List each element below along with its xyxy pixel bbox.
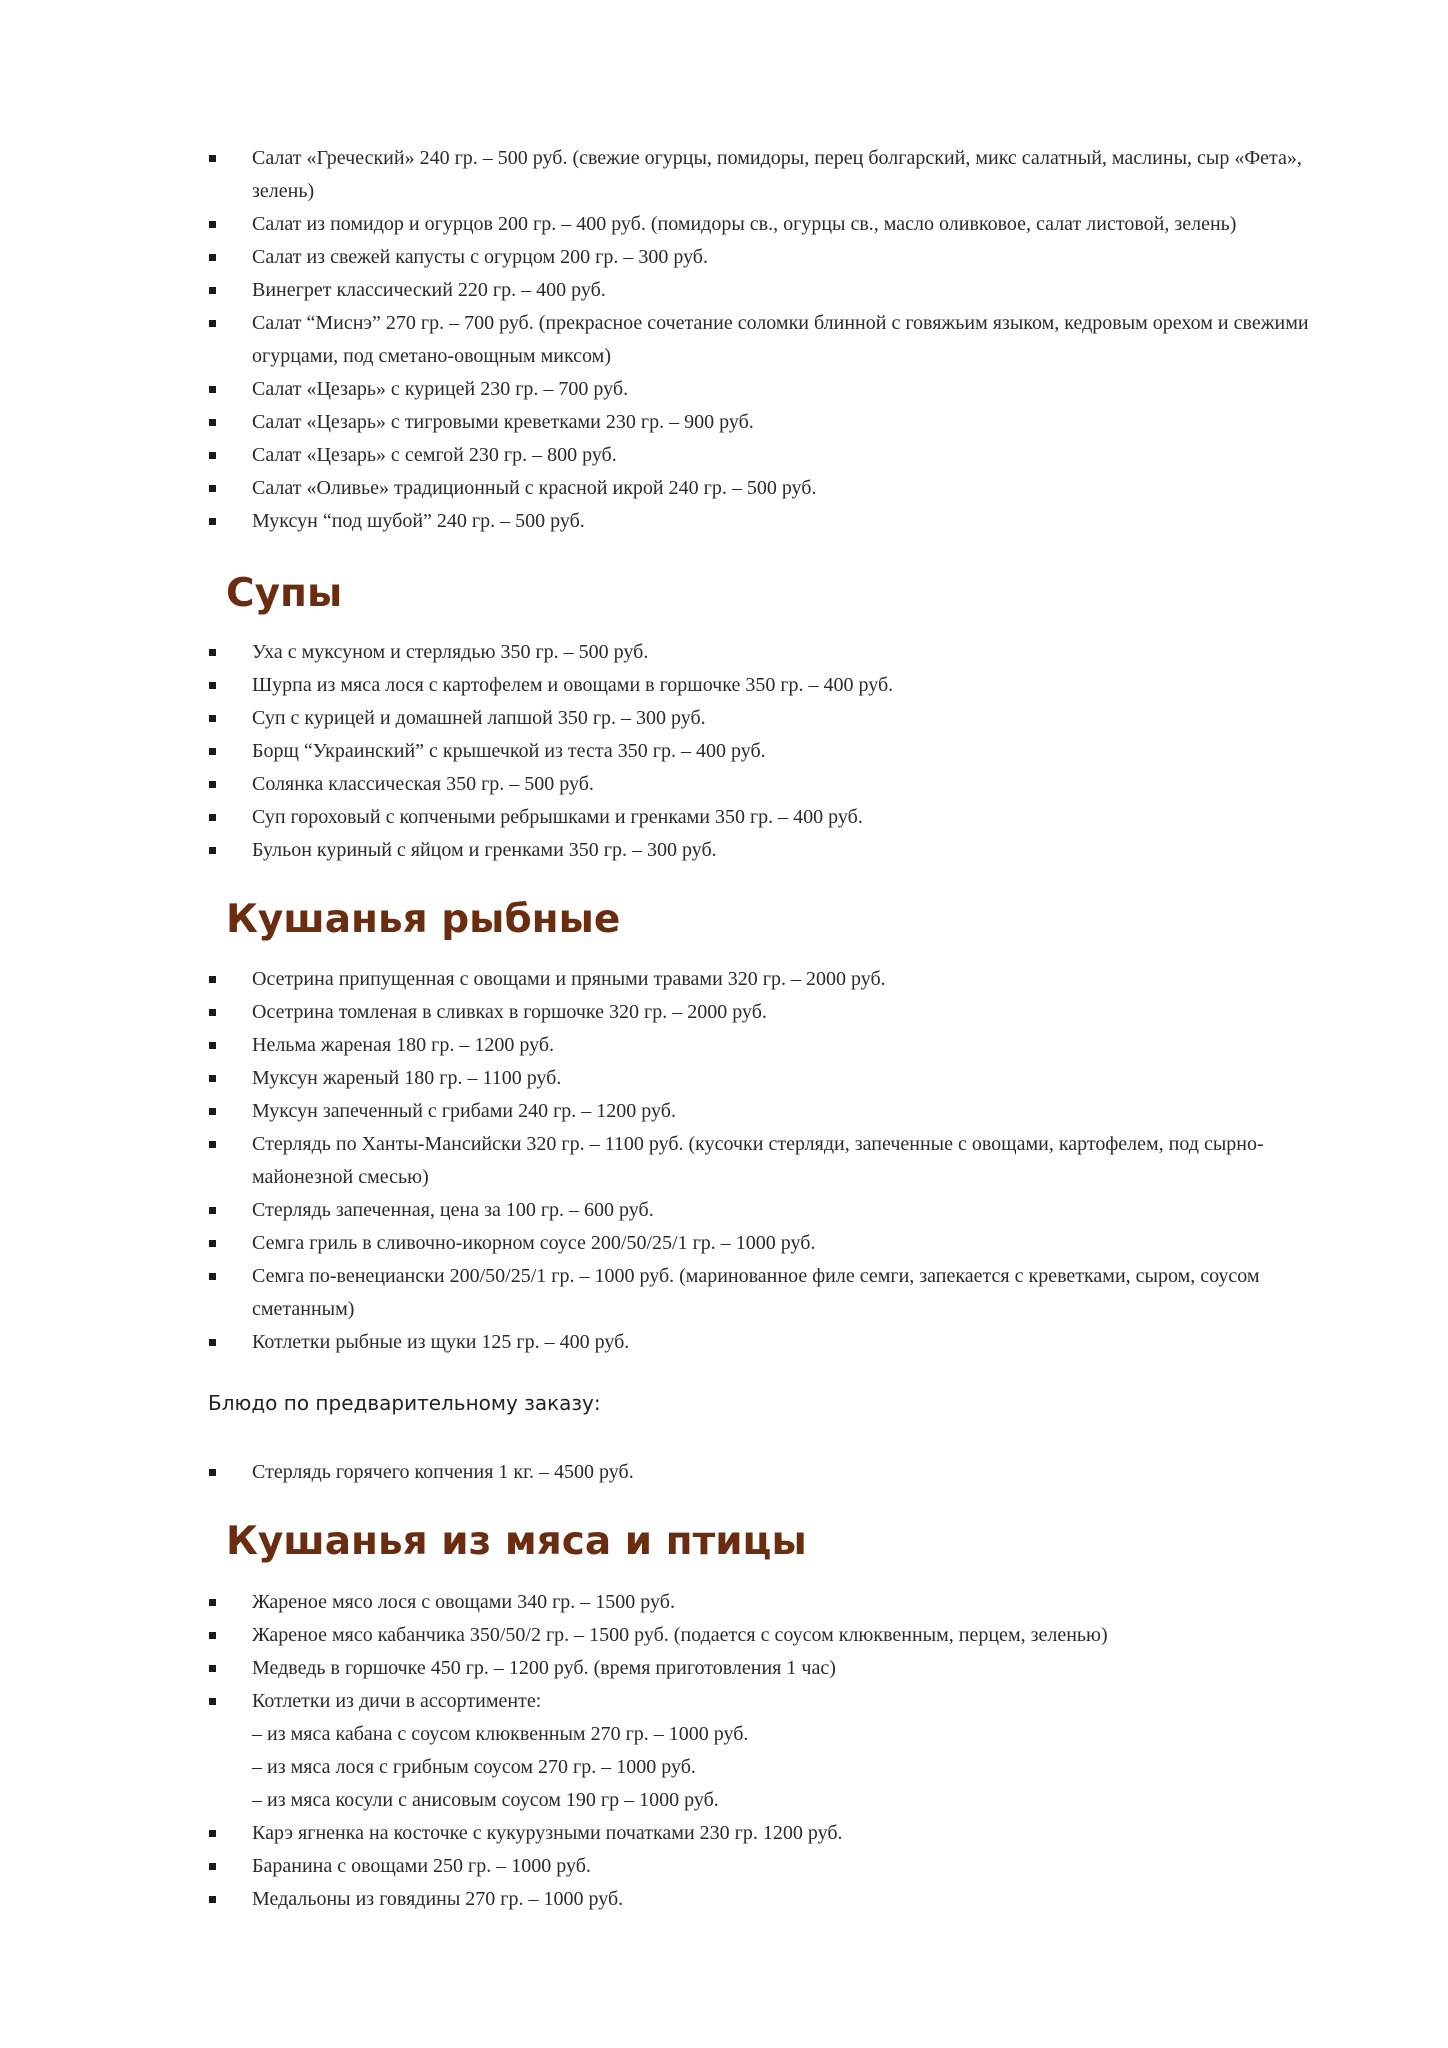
preorder-list xyxy=(206,1456,1356,1489)
list-item: Медведь в горшочке 450 гр. – 1200 руб. (время приготовления 1 час) xyxy=(206,1652,1356,1685)
section-title-meat: Кушанья из мяса и птицы xyxy=(226,1519,807,1564)
list-item: Муксун жареный 180 гр. – 1100 руб. xyxy=(206,1062,1356,1095)
list-item: Суп гороховый с копчеными ребрышками и гренками 350 гр. – 400 руб. xyxy=(206,801,1356,834)
list-item: Бульон куриный с яйцом и гренками 350 гр. – 300 руб. xyxy=(206,834,1356,867)
soups-list xyxy=(206,636,1356,867)
cutlets-sub-item: – из мяса лося с грибным соусом 270 гр. – 1000 руб. xyxy=(252,1756,696,1778)
list-item: Солянка классическая 350 гр. – 500 руб. xyxy=(206,768,1356,801)
list-item: Салат из свежей капусты с огурцом 200 гр. – 300 руб. xyxy=(206,241,1356,274)
list-item: Борщ “Украинский” с крышечкой из теста 350 гр. – 400 руб. xyxy=(206,735,1356,768)
cutlets-label: Котлетки из дичи в ассортименте: xyxy=(252,1690,542,1712)
list-item: Осетрина томленая в сливках в горшочке 320 гр. – 2000 руб. xyxy=(206,996,1356,1029)
preorder-note: Блюдо по предварительному заказу: xyxy=(208,1391,601,1415)
section-title-fish: Кушанья рыбные xyxy=(226,897,621,942)
list-item: Нельма жареная 180 гр. – 1200 руб. xyxy=(206,1029,1356,1062)
list-item: Салат из помидор и огурцов 200 гр. – 400 руб. (помидоры св., огурцы св., масло оливковое, салат листовой, зелень) xyxy=(206,208,1356,241)
list-item: Салат «Цезарь» с курицей 230 гр. – 700 руб. xyxy=(206,373,1356,406)
list-item: Стерлядь горячего копчения 1 кг. – 4500 руб. xyxy=(206,1456,1356,1489)
list-item: Карэ ягненка на косточке с кукурузными початками 230 гр. 1200 руб. xyxy=(206,1817,1356,1850)
list-item: Салат «Цезарь» с семгой 230 гр. – 800 руб. xyxy=(206,439,1356,472)
list-item: Стерлядь запеченная, цена за 100 гр. – 600 руб. xyxy=(206,1194,1356,1227)
list-item: Жареное мясо лося с овощами 340 гр. – 1500 руб. xyxy=(206,1586,1356,1619)
cutlets-sub-item: – из мяса косули с анисовым соусом 190 гр – 1000 руб. xyxy=(252,1789,719,1811)
section-title-soups: Супы xyxy=(226,571,343,616)
list-item: Медальоны из говядины 270 гр. – 1000 руб. xyxy=(206,1883,1356,1916)
list-item: Салат «Греческий» 240 гр. – 500 руб. (свежие огурцы, помидоры, перец болгарский, микс салатный, маслины, сыр «Фета», зелень) xyxy=(206,142,1356,208)
cutlets-sub-item: – из мяса кабана с соусом клюквенным 270 гр. – 1000 руб. xyxy=(252,1723,749,1745)
list-item: Муксун запеченный с грибами 240 гр. – 1200 руб. xyxy=(206,1095,1356,1128)
list-item: Шурпа из мяса лося с картофелем и овощами в горшочке 350 гр. – 400 руб. xyxy=(206,669,1356,702)
list-item: Семга по-венециански 200/50/25/1 гр. – 1000 руб. (маринованное филе семги, запекается с креветками, сыром, соусом сметанным) xyxy=(206,1260,1356,1326)
list-item: Стерлядь по Ханты-Мансийски 320 гр. – 1100 руб. (кусочки стерляди, запеченные с овощами, картофелем, под сырно-майонезной смесью) xyxy=(206,1128,1356,1194)
list-item: Салат “Миснэ” 270 гр. – 700 руб. (прекрасное сочетание соломки блинной с говяжьим языком, кедровым орехом и свежими огурцами, под сметано-овощным миксом) xyxy=(206,307,1356,373)
list-item: Баранина с овощами 250 гр. – 1000 руб. xyxy=(206,1850,1356,1883)
list-item: Жареное мясо кабанчика 350/50/2 гр. – 1500 руб. (подается с соусом клюквенным, перцем, зеленью) xyxy=(206,1619,1356,1652)
fish-list xyxy=(206,963,1356,1359)
list-item: Котлетки рыбные из щуки 125 гр. – 400 руб. xyxy=(206,1326,1356,1359)
list-item: Уха с муксуном и стерлядью 350 гр. – 500 руб. xyxy=(206,636,1356,669)
list-item: Семга гриль в сливочно-икорном соусе 200/50/25/1 гр. – 1000 руб. xyxy=(206,1227,1356,1260)
salads-list xyxy=(206,142,1356,538)
list-item: Салат «Цезарь» с тигровыми креветками 230 гр. – 900 руб. xyxy=(206,406,1356,439)
list-item: Салат «Оливье» традиционный с красной икрой 240 гр. – 500 руб. xyxy=(206,472,1356,505)
meat-list xyxy=(206,1586,1356,1916)
list-item: Муксун “под шубой” 240 гр. – 500 руб. xyxy=(206,505,1356,538)
list-item: Осетрина припущенная с овощами и пряными травами 320 гр. – 2000 руб. xyxy=(206,963,1356,996)
list-item: Суп с курицей и домашней лапшой 350 гр. – 300 руб. xyxy=(206,702,1356,735)
list-item-cutlets xyxy=(206,1685,1356,1817)
list-item: Винегрет классический 220 гр. – 400 руб. xyxy=(206,274,1356,307)
